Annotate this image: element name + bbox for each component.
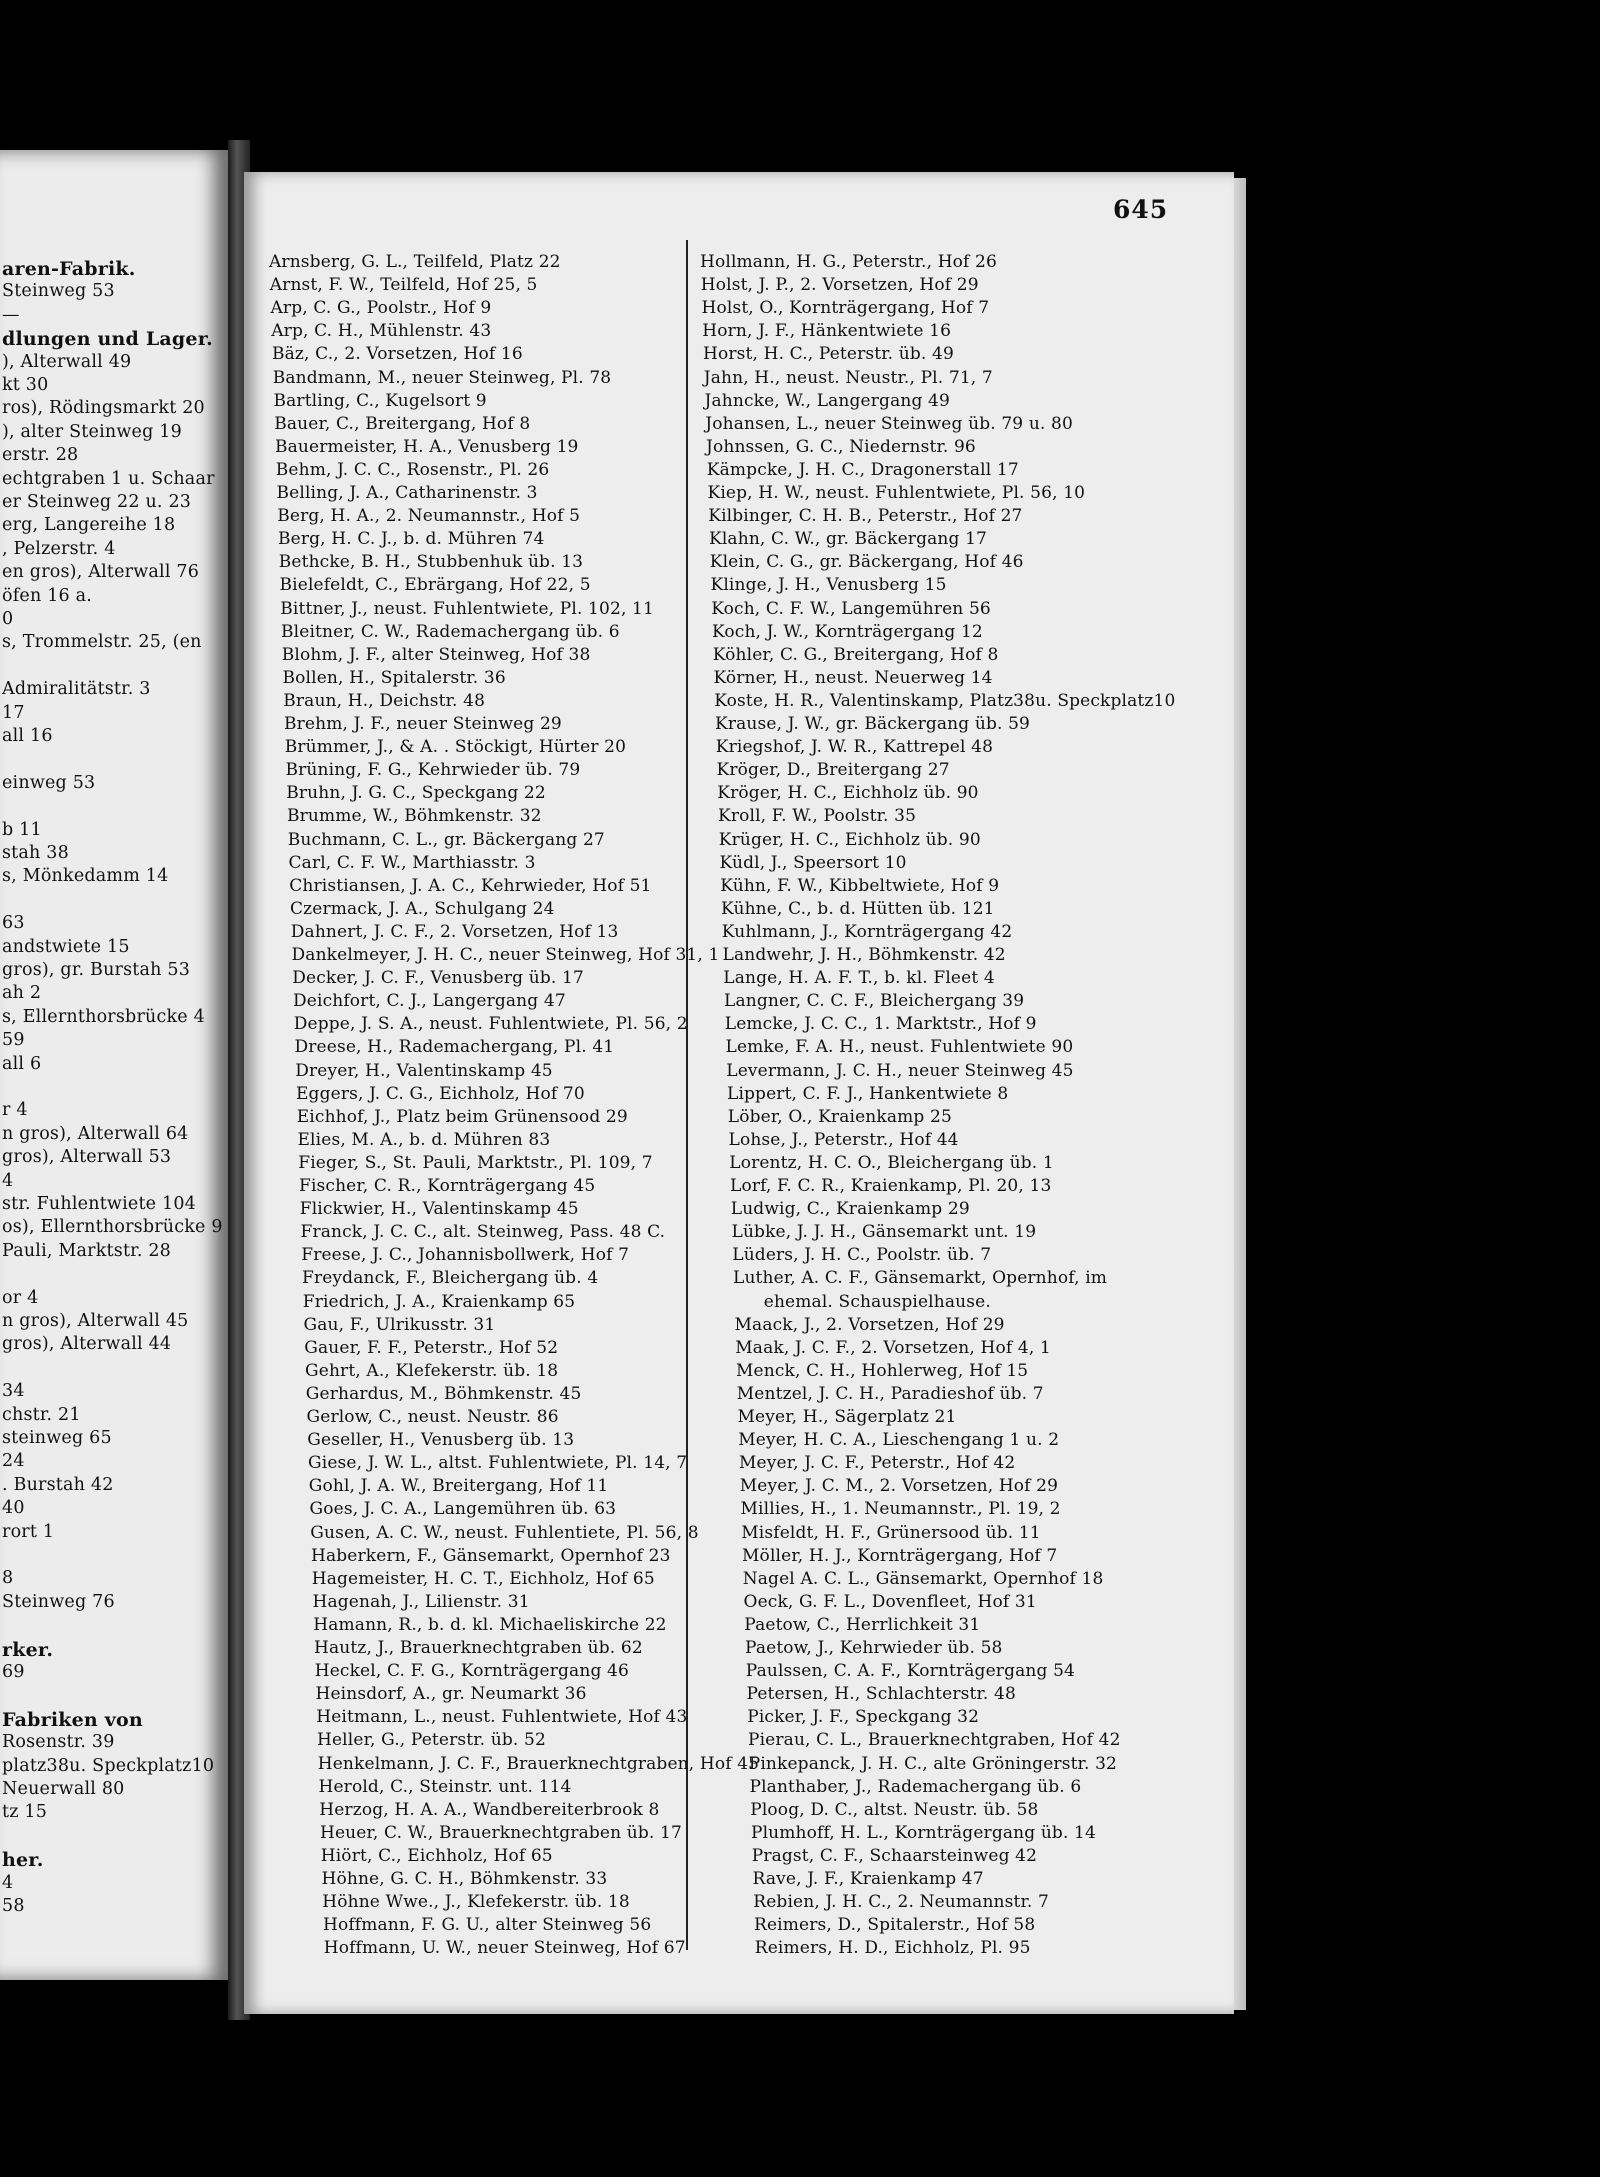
directory-entry: Henkelmann, J. C. F., Brauerknechtgraben, Hof 45 xyxy=(317,1753,760,1774)
left-fragment-line: 40 xyxy=(2,1498,25,1519)
left-fragment-line: gros), Alterwall 53 xyxy=(2,1147,172,1168)
directory-entry: Lemke, F. A. H., neust. Fuhlentwiete 90 xyxy=(725,1037,1074,1058)
left-fragment-line: ), alter Steinweg 19 xyxy=(2,421,182,442)
directory-entry: Hoffmann, F. G. U., alter Steinweg 56 xyxy=(323,1915,652,1936)
left-fragment-line: all 6 xyxy=(2,1053,42,1074)
left-fragment-line: Steinweg 76 xyxy=(2,1591,115,1612)
directory-entry: Bittner, J., neust. Fuhlentwiete, Pl. 102, 11 xyxy=(280,598,654,619)
left-fragment-line: erg, Langereihe 18 xyxy=(2,515,176,536)
directory-entry: Kroll, F. W., Poolstr. 35 xyxy=(718,806,917,827)
left-fragment-line: 8 xyxy=(2,1568,14,1589)
left-fragment-line: all 16 xyxy=(2,726,53,746)
left-fragment-line: , Pelzerstr. 4 xyxy=(2,538,116,559)
directory-entry: Kämpcke, J. H. C., Dragonerstall 17 xyxy=(706,459,1019,480)
directory-entry: Lorf, F. C. R., Kraienkamp, Pl. 20, 13 xyxy=(730,1176,1052,1196)
directory-entry: Höhne Wwe., J., Klefekerstr. üb. 18 xyxy=(322,1892,630,1913)
directory-entry: Deppe, J. S. A., neust. Fuhlentwiete, Pl. 56, 2 xyxy=(293,1014,688,1035)
directory-entry: Menck, C. H., Hohlerweg, Hof 15 xyxy=(736,1360,1029,1381)
directory-entry: Planthaber, J., Rademachergang üb. 6 xyxy=(749,1776,1082,1797)
directory-entry: Behm, J. C. C., Rosenstr., Pl. 26 xyxy=(275,459,550,480)
directory-entry: Luther, A. C. F., Gänsemarkt, Opernhof, im xyxy=(733,1268,1108,1289)
directory-entry: Bäz, C., 2. Vorsetzen, Hof 16 xyxy=(272,344,523,365)
directory-entry: Lorentz, H. C. O., Bleichergang üb. 1 xyxy=(729,1152,1054,1173)
directory-entry: Kröger, H. C., Eichholz üb. 90 xyxy=(717,783,979,804)
left-fragment-line: einweg 53 xyxy=(2,772,96,793)
directory-entry: Meyer, H. C. A., Lieschengang 1 u. 2 xyxy=(738,1430,1060,1451)
directory-entry: Gerlow, C., neust. Neustr. 86 xyxy=(306,1407,559,1427)
directory-entry: Krause, J. W., gr. Bäckergang üb. 59 xyxy=(715,714,1031,734)
directory-entry: Pierau, C. L., Brauerknechtgraben, Hof 42 xyxy=(748,1730,1121,1751)
directory-entry: Löber, O., Kraienkamp 25 xyxy=(727,1106,952,1127)
left-fragment-line: s, Mönkedamm 14 xyxy=(2,866,169,887)
directory-entry: Lange, H. A. F. T., b. kl. Fleet 4 xyxy=(723,968,995,989)
directory-entry: Dreese, H., Rademachergang, Pl. 41 xyxy=(294,1037,615,1058)
directory-entry: Millies, H., 1. Neumannstr., Pl. 19, 2 xyxy=(740,1499,1061,1520)
directory-entry: Höhne, G. C. H., Böhmkenstr. 33 xyxy=(321,1869,608,1889)
left-fragment-line: 17 xyxy=(2,702,25,723)
directory-entry: Misfeldt, H. F., Grünersood üb. 11 xyxy=(741,1522,1041,1543)
directory-entry: Bauer, C., Breitergang, Hof 8 xyxy=(274,413,531,434)
directory-entry: Levermann, J. C. H., neuer Steinweg 45 xyxy=(726,1060,1074,1081)
left-fragment-line: str. Fuhlentwiete 104 xyxy=(2,1194,197,1214)
directory-entry: Pinkepanck, J. H. C., alte Gröningerstr. 32 xyxy=(748,1753,1117,1774)
directory-entry: Haberkern, F., Gänsemarkt, Opernhof 23 xyxy=(311,1545,671,1566)
left-fragment-line: öfen 16 a. xyxy=(2,585,93,606)
left-fragment-line: Pauli, Marktstr. 28 xyxy=(2,1240,172,1261)
directory-entry: Heinsdorf, A., gr. Neumarkt 36 xyxy=(315,1684,587,1705)
directory-entry: Kröger, D., Breitergang 27 xyxy=(716,760,950,781)
directory-entry: Gehrt, A., Klefekerstr. üb. 18 xyxy=(305,1360,559,1381)
left-fragment-line: chstr. 21 xyxy=(2,1404,81,1425)
left-fragment-line: 4 xyxy=(2,1170,14,1191)
directory-entry: Lemcke, J. C. C., 1. Marktstr., Hof 9 xyxy=(724,1014,1037,1035)
directory-entry: Hagenah, J., Lilienstr. 31 xyxy=(312,1591,530,1612)
directory-entry: Buchmann, C. L., gr. Bäckergang 27 xyxy=(287,829,605,850)
directory-entry: Paetow, J., Kehrwieder üb. 58 xyxy=(745,1638,1003,1658)
directory-entry: Franck, J. C. C., alt. Steinweg, Pass. 48 C. xyxy=(300,1222,666,1243)
directory-entry: Czermack, J. A., Schulgang 24 xyxy=(290,898,555,919)
directory-entry: Hoffmann, U. W., neuer Steinweg, Hof 67 xyxy=(323,1938,686,1959)
directory-entry: Heckel, C. F. G., Kornträgergang 46 xyxy=(314,1661,629,1682)
directory-entry: Hagemeister, H. C. T., Eichholz, Hof 65 xyxy=(311,1568,655,1589)
directory-entry: Rave, J. F., Kraienkamp 47 xyxy=(752,1869,984,1889)
directory-entry: Koste, H. R., Valentinskamp, Platz38u. Speckplatz10 xyxy=(714,690,1176,711)
directory-entry: Hautz, J., Brauerknechtgraben üb. 62 xyxy=(314,1638,643,1658)
directory-entry: Belling, J. A., Catharinenstr. 3 xyxy=(276,483,538,503)
directory-entry: Maak, J. C. F., 2. Vorsetzen, Hof 4, 1 xyxy=(735,1337,1051,1358)
directory-entry: Heuer, C. W., Brauerknechtgraben üb. 17 xyxy=(320,1822,682,1843)
right-page xyxy=(244,172,1234,2014)
directory-entry: Brümmer, J., & A. . Stöckigt, Hürter 20 xyxy=(284,737,627,758)
directory-entry: Kühne, C., b. d. Hütten üb. 121 xyxy=(721,898,995,919)
directory-entry: Mentzel, J. C. H., Paradieshof üb. 7 xyxy=(736,1383,1044,1404)
directory-entry: Dankelmeyer, J. H. C., neuer Steinweg, Hof 31, 1 xyxy=(291,945,720,965)
left-fragment-line: gros), Alterwall 44 xyxy=(2,1334,172,1355)
left-fragment-line: ros), Rödingsmarkt 20 xyxy=(2,398,205,419)
directory-entry: Holst, J. P., 2. Vorsetzen, Hof 29 xyxy=(700,275,979,296)
directory-entry: Herzog, H. A. A., Wandbereiterbrook 8 xyxy=(319,1799,660,1820)
directory-entry: Hamann, R., b. d. kl. Michaeliskirche 22 xyxy=(313,1614,667,1635)
directory-entry: Eggers, J. C. G., Eichholz, Hof 70 xyxy=(296,1083,585,1104)
directory-entry: Bollen, H., Spitalerstr. 36 xyxy=(282,667,506,688)
directory-entry: Oeck, G. F. L., Dovenfleet, Hof 31 xyxy=(743,1591,1037,1612)
left-fragment-line: platz38u. Speckplatz10 xyxy=(2,1755,215,1776)
directory-entry: Köhler, C. G., Breitergang, Hof 8 xyxy=(712,644,999,665)
left-fragment-line: steinweg 65 xyxy=(2,1428,112,1448)
left-fragment-line: andstwiete 15 xyxy=(2,936,130,957)
left-fragment-line: dlungen und Lager. xyxy=(2,328,213,351)
directory-entry: Brüning, F. G., Kehrwieder üb. 79 xyxy=(285,760,581,781)
left-fragment-line: er Steinweg 22 u. 23 xyxy=(2,492,192,512)
directory-entry: Gerhardus, M., Böhmkenstr. 45 xyxy=(305,1383,582,1404)
directory-entry: Freese, J. C., Johannisbollwerk, Hof 7 xyxy=(301,1245,630,1266)
left-fragment-line: aren-Fabrik. xyxy=(2,258,136,280)
directory-entry: Rebien, J. H. C., 2. Neumannstr. 7 xyxy=(753,1892,1049,1913)
directory-entry: Maack, J., 2. Vorsetzen, Hof 29 xyxy=(734,1314,1005,1335)
directory-entry: Koch, C. F. W., Langemühren 56 xyxy=(711,598,991,619)
directory-entry: Bruhn, J. G. C., Speckgang 22 xyxy=(286,783,546,804)
left-fragment-line: 63 xyxy=(2,913,25,934)
directory-entry: Kiep, H. W., neust. Fuhlentwiete, Pl. 56, 10 xyxy=(707,483,1086,503)
left-fragment-line: or 4 xyxy=(2,1287,39,1308)
page-edge xyxy=(1234,178,1246,2010)
directory-entry: Dahnert, J. C. F., 2. Vorsetzen, Hof 13 xyxy=(290,921,619,942)
directory-entry: Langner, C. C. F., Bleichergang 39 xyxy=(724,991,1025,1012)
page-number: 645 xyxy=(1113,195,1169,224)
directory-entry: Brehm, J. F., neuer Steinweg 29 xyxy=(284,714,562,734)
directory-entry: Gohl, J. A. W., Breitergang, Hof 11 xyxy=(308,1476,609,1497)
directory-entry: Freydanck, F., Bleichergang üb. 4 xyxy=(302,1268,599,1289)
directory-entry: Deichfort, C. J., Langergang 47 xyxy=(293,991,566,1012)
directory-entry: Paulssen, C. A. F., Kornträgergang 54 xyxy=(745,1661,1076,1682)
directory-entry: Hiört, C., Eichholz, Hof 65 xyxy=(320,1845,553,1866)
left-fragment-line: Fabriken von xyxy=(2,1708,143,1731)
left-fragment-line: erstr. 28 xyxy=(2,445,79,466)
directory-entry: Kuhlmann, J., Kornträgergang 42 xyxy=(721,921,1013,942)
left-fragment-line: 34 xyxy=(2,1381,25,1402)
directory-entry: Brumme, W., Böhmkenstr. 32 xyxy=(287,806,542,827)
directory-entry: Gusen, A. C. W., neust. Fuhlentiete, Pl. 56, 8 xyxy=(310,1522,699,1543)
directory-entry: Koch, J. W., Kornträgergang 12 xyxy=(712,621,983,642)
directory-entry: Reimers, H. D., Eichholz, Pl. 95 xyxy=(754,1938,1031,1959)
left-fragment-line: n gros), Alterwall 45 xyxy=(2,1311,189,1331)
directory-entry: Klein, C. G., gr. Bäckergang, Hof 46 xyxy=(709,552,1024,573)
left-fragment-line: n gros), Alterwall 64 xyxy=(2,1123,189,1144)
left-fragment-line: 4 xyxy=(2,1872,14,1893)
left-fragment-line: Steinweg 53 xyxy=(2,281,115,302)
directory-entry: Blohm, J. F., alter Steinweg, Hof 38 xyxy=(281,644,591,665)
left-fragment-line: Rosenstr. 39 xyxy=(2,1732,115,1753)
directory-entry: Jahn, H., neust. Neustr., Pl. 71, 7 xyxy=(703,367,993,388)
directory-entry: Picker, J. F., Speckgang 32 xyxy=(747,1707,980,1728)
directory-entry: Berg, H. C. J., b. d. Mühren 74 xyxy=(278,529,545,550)
directory-entry: Christiansen, J. A. C., Kehrwieder, Hof 51 xyxy=(289,875,652,896)
directory-entry: Horst, H. C., Peterstr. üb. 49 xyxy=(703,344,954,365)
directory-entry: Bethcke, B. H., Stubbenhuk üb. 13 xyxy=(278,552,584,573)
column-divider xyxy=(686,240,688,1950)
directory-entry: Gauer, F. F., Peterstr., Hof 52 xyxy=(304,1337,559,1358)
directory-entry: Petersen, H., Schlachterstr. 48 xyxy=(746,1684,1016,1705)
left-fragment-line: 69 xyxy=(2,1662,25,1682)
directory-entry: Herold, C., Steinstr. unt. 114 xyxy=(318,1776,572,1797)
directory-entry: Meyer, J. C. M., 2. Vorsetzen, Hof 29 xyxy=(739,1476,1059,1497)
directory-entry: Nagel A. C. L., Gänsemarkt, Opernhof 18 xyxy=(742,1568,1104,1589)
directory-entry: Kühn, F. W., Kibbeltwiete, Hof 9 xyxy=(720,875,1000,896)
directory-entry: Horn, J. F., Hänkentwiete 16 xyxy=(702,321,952,342)
directory-entry: Gau, F., Ulrikusstr. 31 xyxy=(303,1314,496,1335)
directory-entry: Körner, H., neust. Neuerweg 14 xyxy=(713,667,993,688)
directory-entry: Decker, J. C. F., Venusberg üb. 17 xyxy=(292,968,584,989)
left-fragment-line: stah 38 xyxy=(2,843,69,863)
left-fragment-line: os), Ellernthorsbrücke 9 xyxy=(2,1217,223,1238)
directory-entry: Paetow, C., Herrlichkeit 31 xyxy=(744,1614,981,1635)
directory-entry: Bauermeister, H. A., Venusberg 19 xyxy=(275,436,579,457)
left-fragment-line: — xyxy=(2,304,20,325)
directory-entry: Goes, J. C. A., Langemühren üb. 63 xyxy=(309,1499,617,1520)
directory-entry: Ploog, D. C., altst. Neustr. üb. 58 xyxy=(750,1799,1039,1820)
left-fragment-line: Neuerwall 80 xyxy=(2,1779,125,1799)
left-page-fragment xyxy=(0,150,228,1980)
left-fragment-line: 24 xyxy=(2,1451,25,1472)
left-fragment-line: ), Alterwall 49 xyxy=(2,351,132,372)
directory-entry: Ludwig, C., Kraienkamp 29 xyxy=(730,1199,970,1220)
directory-entry: Giese, J. W. L., altst. Fuhlentwiete, Pl. 14, 7 xyxy=(308,1453,688,1474)
directory-entry: Flickwier, H., Valentinskamp 45 xyxy=(299,1199,579,1220)
left-fragment-line: r 4 xyxy=(2,1100,28,1121)
directory-entry: Heller, G., Peterstr. üb. 52 xyxy=(317,1730,546,1751)
left-fragment-line: 0 xyxy=(2,609,14,629)
directory-entry: Möller, H. J., Kornträgergang, Hof 7 xyxy=(742,1545,1058,1566)
directory-entry: Berg, H. A., 2. Neumannstr., Hof 5 xyxy=(277,506,581,527)
left-fragment-line: echtgraben 1 u. Schaar xyxy=(2,468,215,489)
directory-entry: Meyer, H., Sägerplatz 21 xyxy=(737,1407,957,1427)
directory-entry: Geseller, H., Venusberg üb. 13 xyxy=(307,1430,575,1451)
directory-entry: Bleitner, C. W., Rademachergang üb. 6 xyxy=(281,621,620,642)
left-fragment-line: 58 xyxy=(2,1896,25,1916)
left-fragment-line: Admiralitätstr. 3 xyxy=(2,679,151,700)
directory-entry: Fischer, C. R., Kornträgergang 45 xyxy=(299,1176,596,1196)
directory-entry: Klinge, J. H., Venusberg 15 xyxy=(710,575,947,596)
directory-entry: Kriegshof, J. W. R., Kattrepel 48 xyxy=(715,737,994,758)
directory-entry: Klahn, C. W., gr. Bäckergang 17 xyxy=(709,529,988,550)
directory-entry: Johnssen, G. C., Niedernstr. 96 xyxy=(706,436,976,457)
left-fragment-line: 59 xyxy=(2,1030,25,1051)
directory-entry: Bartling, C., Kugelsort 9 xyxy=(273,390,487,411)
directory-entry: Kilbinger, C. H. B., Peterstr., Hof 27 xyxy=(708,506,1023,527)
directory-entry: Lüders, J. H. C., Poolstr. üb. 7 xyxy=(732,1245,992,1266)
directory-entry: Meyer, J. C. F., Peterstr., Hof 42 xyxy=(739,1453,1016,1474)
directory-entry: Arnst, F. W., Teilfeld, Hof 25, 5 xyxy=(269,275,538,296)
directory-entry: Landwehr, J. H., Böhmkenstr. 42 xyxy=(722,945,1006,965)
directory-entry: Elies, M. A., b. d. Mühren 83 xyxy=(297,1129,551,1150)
directory-entry: Lippert, C. F. J., Hankentwiete 8 xyxy=(727,1083,1009,1104)
directory-entry: Holst, O., Kornträgergang, Hof 7 xyxy=(701,298,990,319)
directory-entry: Johansen, L., neuer Steinweg üb. 79 u. 80 xyxy=(705,413,1073,434)
directory-entry: ehemal. Schauspielhause. xyxy=(763,1291,991,1312)
left-fragment-line: gros), gr. Burstah 53 xyxy=(2,960,191,980)
directory-entry: Arp, C. G., Poolstr., Hof 9 xyxy=(270,298,492,319)
directory-entry: Küdl, J., Speersort 10 xyxy=(719,852,907,873)
directory-entry: Bandmann, M., neuer Steinweg, Pl. 78 xyxy=(272,367,612,388)
left-fragment-line: s, Trommelstr. 25, (en xyxy=(2,632,202,653)
directory-entry: Dreyer, H., Valentinskamp 45 xyxy=(295,1060,553,1081)
left-fragment-line: rort 1 xyxy=(2,1521,55,1542)
directory-entry: Arnsberg, G. L., Teilfeld, Platz 22 xyxy=(269,252,561,272)
left-fragment-line: en gros), Alterwall 76 xyxy=(2,562,200,583)
left-fragment-line: her. xyxy=(2,1849,44,1872)
directory-entry: Hollmann, H. G., Peterstr., Hof 26 xyxy=(700,252,997,272)
directory-entry: Reimers, D., Spitalerstr., Hof 58 xyxy=(754,1915,1036,1936)
left-fragment-line: b 11 xyxy=(2,819,42,840)
directory-entry: Lübke, J. J. H., Gänsemarkt unt. 19 xyxy=(731,1222,1037,1243)
left-fragment-line: ah 2 xyxy=(2,983,42,1004)
left-fragment-line: tz 15 xyxy=(2,1802,48,1823)
left-fragment-line: rker. xyxy=(2,1638,54,1661)
directory-entry: Pragst, C. F., Schaarsteinweg 42 xyxy=(751,1845,1038,1866)
directory-entry: Braun, H., Deichstr. 48 xyxy=(283,690,486,711)
left-fragment-line: kt 30 xyxy=(2,375,49,395)
directory-entry: Eichhof, J., Platz beim Grünensood 29 xyxy=(296,1106,628,1127)
directory-entry: Lohse, J., Peterstr., Hof 44 xyxy=(728,1129,959,1150)
directory-entry: Fieger, S., St. Pauli, Marktstr., Pl. 109, 7 xyxy=(298,1152,653,1173)
directory-entry: Arp, C. H., Mühlenstr. 43 xyxy=(271,321,492,342)
directory-entry: Krüger, H. C., Eichholz üb. 90 xyxy=(718,829,981,850)
directory-entry: Heitmann, L., neust. Fuhlentwiete, Hof 43 xyxy=(316,1707,688,1728)
directory-entry: Carl, C. F. W., Marthiasstr. 3 xyxy=(288,852,536,873)
left-fragment-line: s, Ellernthorsbrücke 4 xyxy=(2,1006,205,1027)
directory-entry: Friedrich, J. A., Kraienkamp 65 xyxy=(302,1291,576,1312)
directory-entry: Plumhoff, H. L., Kornträgergang üb. 14 xyxy=(751,1822,1096,1843)
directory-entry: Jahncke, W., Langergang 49 xyxy=(704,390,950,411)
directory-entry: Bielefeldt, C., Ebrärgang, Hof 22, 5 xyxy=(279,575,591,596)
left-fragment-line: . Burstah 42 xyxy=(2,1474,114,1495)
